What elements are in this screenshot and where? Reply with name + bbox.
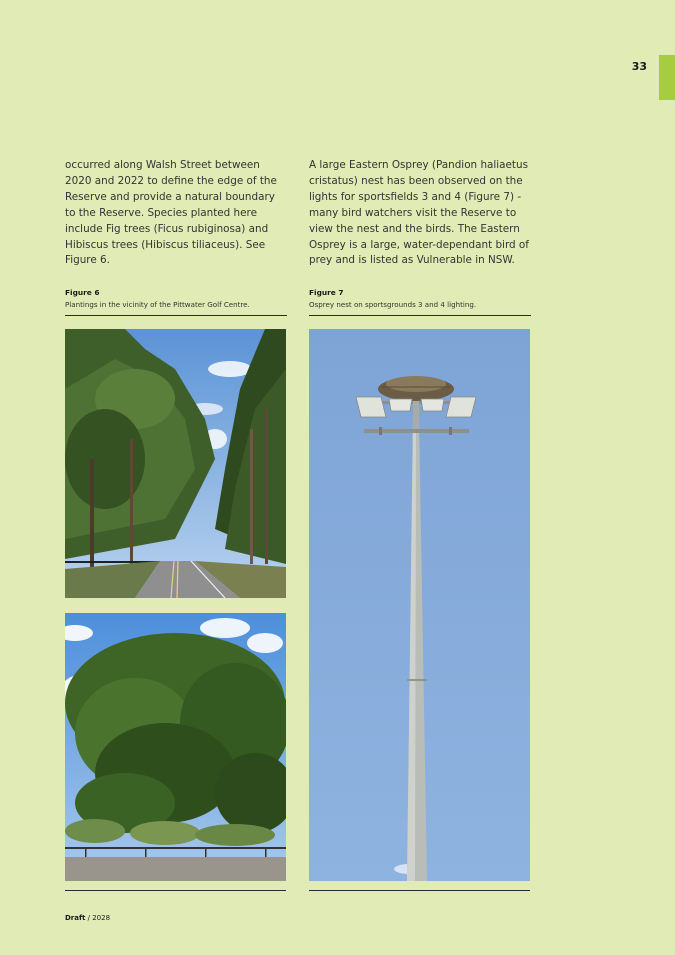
figure-7-caption: Osprey nest on sportsgrounds 3 and 4 lighting. — [309, 300, 531, 316]
footer-year: 2028 — [92, 914, 111, 922]
footer — [65, 914, 110, 922]
footer-draft: Draft — [65, 914, 86, 922]
figure-7-label: Figure 7 — [309, 288, 344, 297]
right-paragraph: A large Eastern Osprey (Pandion haliaetus cristatus) nest has been observed on the lights for sportsfields 3 and 4 (Figure 7) - many bird watchers visit the Reserve to view the nest and the birds. The Eastern Osprey is a large, water-dependant bird of prey and is listed as Vulnerable in NSW. — [309, 159, 529, 267]
bottom-rule-left — [65, 890, 286, 891]
left-column — [65, 158, 287, 316]
footer-separator: / — [85, 914, 93, 922]
page-accent-tab — [659, 55, 675, 100]
figure-6-label: Figure 6 — [65, 288, 100, 297]
photo-plantings — [65, 613, 286, 881]
page-number: 33 — [631, 60, 647, 73]
photo-tree-lined-road — [65, 329, 286, 598]
photo-osprey-nest-light-tower — [309, 329, 530, 881]
figure-6-caption: Plantings in the vicinity of the Pittwater Golf Centre. — [65, 300, 287, 316]
left-paragraph: occurred along Walsh Street between 2020 and 2022 to define the edge of the Reserve and provide a natural boundary to the Reserve. Species planted here include Fig trees (Ficus rubiginosa) and Hibiscus trees (Hibiscus tiliaceus). See Figure 6. — [65, 159, 277, 267]
right-column — [309, 158, 531, 316]
bottom-rule-right — [309, 890, 530, 891]
